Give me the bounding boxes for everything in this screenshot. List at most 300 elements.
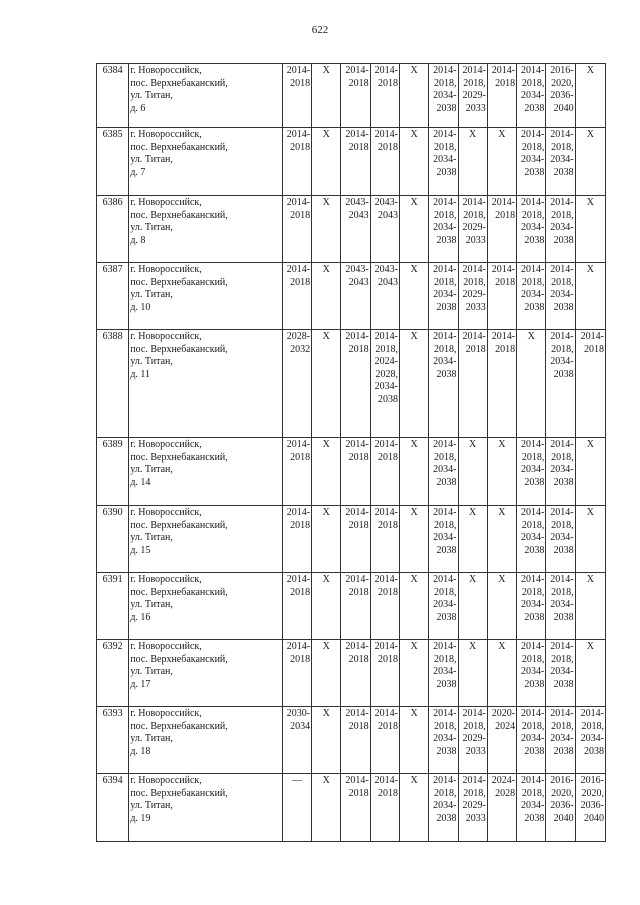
period-line: X xyxy=(410,641,418,652)
period-line: 2018, xyxy=(551,720,574,732)
period-line: 2028, xyxy=(375,368,398,380)
period-line: 2014- xyxy=(462,264,486,275)
address-line: пос. Верхнебаканский, xyxy=(130,343,228,355)
period-line: 2018 xyxy=(348,343,369,355)
address-line: пос. Верхнебаканский, xyxy=(130,519,228,531)
period-cell xyxy=(517,263,546,330)
period-line: 2034- xyxy=(521,154,545,166)
period-cell xyxy=(575,506,605,573)
period-line: 2043 xyxy=(348,209,369,221)
period-line: 2020, xyxy=(581,787,604,799)
period-line: 2014- xyxy=(521,641,545,652)
period-line: 2029- xyxy=(462,289,486,301)
period-cell xyxy=(399,573,428,640)
period-line: 2034- xyxy=(521,222,545,234)
period-cell xyxy=(312,64,341,128)
period-line: 2034- xyxy=(550,464,574,476)
period-line: 2038 xyxy=(524,102,545,114)
period-line: 2029- xyxy=(462,222,486,234)
row-number: 6387 xyxy=(97,263,129,330)
period-line: 2018 xyxy=(290,451,311,463)
period-line: 2034- xyxy=(433,154,457,166)
period-line: 2014- xyxy=(550,129,574,140)
period-cell xyxy=(282,196,311,263)
period-cell xyxy=(487,707,516,774)
period-line: 2014- xyxy=(550,331,574,342)
period-line: 2032 xyxy=(290,343,311,355)
period-cell xyxy=(487,438,516,506)
period-cell xyxy=(575,438,605,506)
period-cell xyxy=(487,64,516,128)
period-cell xyxy=(399,774,428,842)
period-line: 2034- xyxy=(433,666,457,678)
period-line: X xyxy=(527,331,535,342)
period-cell xyxy=(575,330,605,438)
period-line: 2018, xyxy=(551,209,574,221)
period-line: 2029- xyxy=(462,800,486,812)
period-line: X xyxy=(322,641,330,652)
period-line: X xyxy=(586,574,594,585)
period-cell xyxy=(370,263,399,330)
period-line: 2018, xyxy=(434,276,457,288)
period-line: X xyxy=(586,641,594,652)
address-line: г. Новороссийск, xyxy=(130,708,202,719)
period-cell xyxy=(458,573,487,640)
period-cell xyxy=(312,774,341,842)
period-cell xyxy=(399,640,428,707)
period-line: 2043- xyxy=(345,264,369,275)
period-line: 2014- xyxy=(521,264,545,275)
period-cell xyxy=(487,640,516,707)
period-line: X xyxy=(469,507,477,518)
period-cell xyxy=(341,128,370,196)
period-line: 2014- xyxy=(433,129,457,140)
address-line: ул. Титан, xyxy=(130,532,173,544)
period-cell xyxy=(458,196,487,263)
period-line: X xyxy=(410,439,418,450)
period-cell xyxy=(399,196,428,263)
period-line: 2018 xyxy=(348,720,369,732)
address-line: д. 7 xyxy=(130,166,146,178)
period-line: 2018 xyxy=(290,276,311,288)
period-cell xyxy=(575,707,605,774)
period-cell xyxy=(517,128,546,196)
period-line: 2034- xyxy=(550,599,574,611)
period-line: 2018, xyxy=(551,586,574,598)
address-line: д. 19 xyxy=(130,812,151,824)
row-number: 6394 xyxy=(97,774,129,842)
address-line: ул. Титан, xyxy=(130,90,173,102)
period-cell xyxy=(487,774,516,842)
period-line: 2018, xyxy=(521,519,545,531)
period-cell xyxy=(429,707,458,774)
period-cell xyxy=(546,196,575,263)
period-cell xyxy=(575,64,605,128)
period-line: 2014- xyxy=(433,65,457,76)
period-line: 2014- xyxy=(550,574,574,585)
period-line: X xyxy=(586,507,594,518)
period-line: 2018, xyxy=(434,343,457,355)
period-line: X xyxy=(498,129,506,140)
period-line: 2043- xyxy=(374,197,398,208)
period-line: X xyxy=(410,708,418,719)
period-cell xyxy=(458,774,487,842)
period-line: 2038 xyxy=(436,368,457,380)
period-line: 2038 xyxy=(553,745,574,757)
period-line: 2028- xyxy=(286,331,311,342)
period-line: 2014- xyxy=(345,641,369,652)
period-line: X xyxy=(322,574,330,585)
period-line: 2014- xyxy=(433,507,457,518)
period-line: 2040 xyxy=(584,812,604,824)
period-line: X xyxy=(410,574,418,585)
period-cell xyxy=(546,573,575,640)
period-line: X xyxy=(498,439,506,450)
row-number: 6391 xyxy=(97,573,129,640)
period-line: 2038 xyxy=(524,476,545,488)
period-cell xyxy=(546,263,575,330)
period-cell xyxy=(546,506,575,573)
period-cell xyxy=(399,506,428,573)
period-line: 2038 xyxy=(553,678,574,690)
period-line: 2018, xyxy=(521,451,545,463)
period-line: 2038 xyxy=(553,234,574,246)
address-line: ул. Титан, xyxy=(130,733,173,745)
period-line: 2038 xyxy=(436,102,457,114)
period-cell xyxy=(429,438,458,506)
period-line: 2014- xyxy=(550,264,574,275)
period-line: 2018, xyxy=(434,787,457,799)
period-line: 2014- xyxy=(433,331,457,342)
period-cell xyxy=(399,128,428,196)
period-line: 2028 xyxy=(495,787,516,799)
period-line: 2014- xyxy=(462,197,486,208)
period-line: 2018, xyxy=(521,787,545,799)
period-line: 2014- xyxy=(374,65,398,76)
address-line: г. Новороссийск, xyxy=(130,439,202,450)
period-line: X xyxy=(410,197,418,208)
row-number: 6393 xyxy=(97,707,129,774)
address-line: ул. Титан, xyxy=(130,599,173,611)
period-cell xyxy=(458,64,487,128)
address-line: д. 8 xyxy=(130,234,146,246)
period-line: 2018, xyxy=(521,141,545,153)
period-line: 2014- xyxy=(345,507,369,518)
period-line: 2018, xyxy=(463,77,486,89)
period-line: 2018, xyxy=(434,720,457,732)
period-line: 2038 xyxy=(584,745,604,757)
period-cell xyxy=(282,640,311,707)
address-cell xyxy=(129,438,283,506)
period-line: X xyxy=(586,197,594,208)
period-line: 2018 xyxy=(290,586,311,598)
period-line: 2018, xyxy=(551,653,574,665)
period-line: 2038 xyxy=(436,812,457,824)
period-cell xyxy=(282,438,311,506)
address-line: г. Новороссийск, xyxy=(130,129,202,140)
period-line: X xyxy=(410,775,418,786)
period-line: 2043- xyxy=(345,197,369,208)
period-line: 2014- xyxy=(345,775,369,786)
address-cell xyxy=(129,196,283,263)
period-line: 2034- xyxy=(433,289,457,301)
period-cell xyxy=(546,64,575,128)
period-cell xyxy=(282,64,311,128)
period-line: X xyxy=(469,574,477,585)
period-line: 2038 xyxy=(436,544,457,556)
table-row xyxy=(97,263,606,330)
period-cell xyxy=(517,640,546,707)
period-line: 2014- xyxy=(345,129,369,140)
row-number: 6386 xyxy=(97,196,129,263)
period-line: 2018, xyxy=(463,720,486,732)
period-line: 2018, xyxy=(521,586,545,598)
period-line: 2034- xyxy=(374,381,398,393)
address-line: д. 18 xyxy=(130,745,151,757)
period-cell xyxy=(517,330,546,438)
period-line: X xyxy=(469,641,477,652)
period-line: 2014- xyxy=(374,775,398,786)
period-line: X xyxy=(322,331,330,342)
period-line: 2014- xyxy=(345,65,369,76)
period-line: 2034- xyxy=(433,599,457,611)
period-line: 2018, xyxy=(551,276,574,288)
period-line: 2018 xyxy=(584,343,604,355)
period-line: 2043 xyxy=(348,276,369,288)
address-line: д. 10 xyxy=(130,301,151,313)
address-cell xyxy=(129,128,283,196)
period-line: 2034- xyxy=(521,464,545,476)
period-line: 2016- xyxy=(580,775,604,786)
period-line: 2018 xyxy=(495,343,516,355)
period-line: X xyxy=(322,439,330,450)
period-cell xyxy=(429,573,458,640)
period-line: 2018, xyxy=(434,77,457,89)
address-line: д. 15 xyxy=(130,544,151,556)
period-cell xyxy=(458,506,487,573)
address-line: ул. Титан, xyxy=(130,666,173,678)
period-line: 2034- xyxy=(521,666,545,678)
period-line: 2014- xyxy=(462,331,486,342)
address-line: ул. Титан, xyxy=(130,800,173,812)
period-line: 2018 xyxy=(348,653,369,665)
period-line: 2014- xyxy=(521,129,545,140)
period-line: 2036- xyxy=(580,800,604,812)
address-line: ул. Титан, xyxy=(130,464,173,476)
address-line: г. Новороссийск, xyxy=(130,641,202,652)
period-cell xyxy=(282,263,311,330)
address-line: г. Новороссийск, xyxy=(130,65,202,76)
period-line: 2018, xyxy=(551,451,574,463)
period-cell xyxy=(282,330,311,438)
period-line: 2038 xyxy=(524,166,545,178)
period-cell xyxy=(429,128,458,196)
period-line: X xyxy=(586,65,594,76)
period-line: 2014- xyxy=(550,507,574,518)
period-line: 2043 xyxy=(377,276,398,288)
period-line: X xyxy=(322,507,330,518)
period-line: 2014- xyxy=(286,439,311,450)
period-line: 2018, xyxy=(521,653,545,665)
period-line: 2018 xyxy=(290,653,311,665)
table-row xyxy=(97,196,606,263)
period-line: 2018 xyxy=(377,586,398,598)
period-line: 2018, xyxy=(551,141,574,153)
period-line: 2038 xyxy=(553,611,574,623)
period-cell xyxy=(370,64,399,128)
period-cell xyxy=(312,438,341,506)
period-line: 2014- xyxy=(550,197,574,208)
period-line: 2014- xyxy=(433,641,457,652)
address-line: ул. Титан, xyxy=(130,289,173,301)
period-line: 2024 xyxy=(495,720,516,732)
period-line: 2036- xyxy=(550,90,574,102)
period-line: 2034- xyxy=(550,733,574,745)
period-cell xyxy=(429,640,458,707)
period-line: 2034- xyxy=(550,356,574,368)
period-line: 2038 xyxy=(553,544,574,556)
period-line: 2033 xyxy=(465,745,486,757)
address-cell xyxy=(129,330,283,438)
period-line: 2034- xyxy=(521,599,545,611)
period-line: 2014- xyxy=(286,641,311,652)
period-line: 2018 xyxy=(377,653,398,665)
registry-table xyxy=(96,63,606,842)
period-line: X xyxy=(410,65,418,76)
address-line: пос. Верхнебаканский, xyxy=(130,209,228,221)
period-cell xyxy=(341,707,370,774)
period-cell xyxy=(399,707,428,774)
period-cell xyxy=(282,573,311,640)
period-line: 2029- xyxy=(462,733,486,745)
period-line: 2034- xyxy=(521,800,545,812)
period-cell xyxy=(429,196,458,263)
period-line: 2018, xyxy=(551,519,574,531)
period-line: 2033 xyxy=(465,234,486,246)
period-line: 2018, xyxy=(434,209,457,221)
period-cell xyxy=(282,774,311,842)
period-line: 2014- xyxy=(462,775,486,786)
period-cell xyxy=(546,707,575,774)
period-line: 2014- xyxy=(345,439,369,450)
period-line: 2014- xyxy=(521,197,545,208)
period-line: 2020- xyxy=(491,708,516,719)
period-line: 2018 xyxy=(290,77,311,89)
address-line: д. 14 xyxy=(130,476,151,488)
period-cell xyxy=(312,573,341,640)
period-cell xyxy=(546,438,575,506)
period-line: 2038 xyxy=(436,611,457,623)
period-cell xyxy=(429,774,458,842)
period-line: 2014- xyxy=(521,775,545,786)
period-cell xyxy=(487,263,516,330)
period-line: 2014- xyxy=(374,641,398,652)
period-cell xyxy=(341,573,370,640)
address-line: пос. Верхнебаканский, xyxy=(130,77,228,89)
address-cell xyxy=(129,64,283,128)
period-line: 2014- xyxy=(550,708,574,719)
period-line: 2020, xyxy=(551,77,574,89)
period-line: 2014- xyxy=(286,507,311,518)
period-line: 2014- xyxy=(433,264,457,275)
period-cell xyxy=(517,64,546,128)
period-cell xyxy=(312,330,341,438)
address-line: д. 11 xyxy=(130,368,151,380)
address-cell xyxy=(129,573,283,640)
period-line: X xyxy=(322,129,330,140)
period-cell xyxy=(370,707,399,774)
address-line: г. Новороссийск, xyxy=(130,197,202,208)
table-body xyxy=(97,64,606,842)
period-line: 2014- xyxy=(433,439,457,450)
period-cell xyxy=(487,573,516,640)
period-line: 2038 xyxy=(524,301,545,313)
period-line: 2014- xyxy=(521,507,545,518)
period-line: 2018 xyxy=(495,276,516,288)
period-cell xyxy=(341,196,370,263)
period-line: 2038 xyxy=(436,301,457,313)
period-line: 2030- xyxy=(286,708,311,719)
period-cell xyxy=(429,263,458,330)
period-line: 2018 xyxy=(495,209,516,221)
period-cell xyxy=(282,128,311,196)
address-line: д. 16 xyxy=(130,611,151,623)
period-line: 2014- xyxy=(462,708,486,719)
period-cell xyxy=(370,573,399,640)
period-line: 2014- xyxy=(286,264,311,275)
period-cell xyxy=(370,196,399,263)
period-line: 2034- xyxy=(550,289,574,301)
period-line: 2038 xyxy=(524,812,545,824)
address-line: пос. Верхнебаканский, xyxy=(130,653,228,665)
period-line: 2034- xyxy=(580,733,604,745)
period-line: 2018, xyxy=(463,209,486,221)
period-line: 2038 xyxy=(436,234,457,246)
address-line: пос. Верхнебаканский, xyxy=(130,720,228,732)
period-line: 2014- xyxy=(433,197,457,208)
period-line: 2018 xyxy=(377,519,398,531)
address-line: г. Новороссийск, xyxy=(130,507,202,518)
period-line: X xyxy=(322,708,330,719)
period-cell xyxy=(341,438,370,506)
period-line: 2038 xyxy=(524,678,545,690)
period-line: X xyxy=(586,129,594,140)
address-line: г. Новороссийск, xyxy=(130,264,202,275)
table-row xyxy=(97,438,606,506)
period-cell xyxy=(575,640,605,707)
period-line: X xyxy=(498,507,506,518)
period-cell xyxy=(458,128,487,196)
period-cell xyxy=(312,640,341,707)
period-line: 2018, xyxy=(521,209,545,221)
period-cell xyxy=(458,707,487,774)
period-line: 2038 xyxy=(377,393,398,405)
table-row xyxy=(97,573,606,640)
table-row xyxy=(97,707,606,774)
period-line: 2014- xyxy=(521,574,545,585)
period-line: 2014- xyxy=(345,331,369,342)
period-line: 2043- xyxy=(374,264,398,275)
period-line: X xyxy=(586,264,594,275)
period-line: 2034- xyxy=(433,733,457,745)
period-line: X xyxy=(410,331,418,342)
period-line: 2043 xyxy=(377,209,398,221)
table-row xyxy=(97,774,606,842)
address-line: пос. Верхнебаканский, xyxy=(130,276,228,288)
period-line: 2018, xyxy=(434,653,457,665)
period-cell xyxy=(487,506,516,573)
period-line: 2034- xyxy=(433,800,457,812)
